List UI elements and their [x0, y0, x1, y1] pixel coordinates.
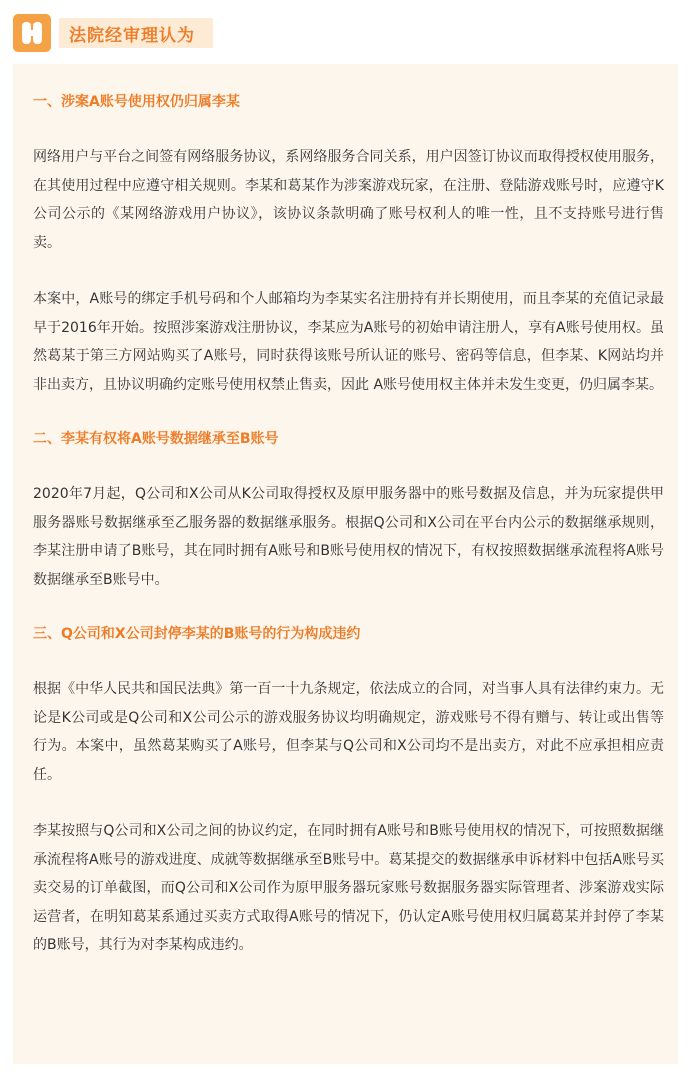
paragraph-3-2: 李某按照与Q公司和X公司之间的协议约定，在同时拥有A账号和B账号使用权的情况下，可按照数据继承流程将A账号的游戏进度、成就等数据继承至B账号中。葛某提交的数据继承申诉材料中包括A账号买卖交易的订单截图，而Q公司和X公司作为原甲服务器玩家账号数据服务器实际管理者、涉案游戏实际运营者，在明知葛某系通过买卖方式取得A账号的情况下，仍认定A账号使用权归属葛某并封停了李某的B账号，其行为对李某构成违约。: [33, 823, 664, 953]
paragraph-2-1: 2020年7月起，Q公司和X公司从K公司取得授权及原甲服务器中的账号数据及信息，并为玩家提供甲服务器账号数据继承至乙服务器的数据继承服务。根据Q公司和X公司在平台内公示的数据继承规则，李某注册申请了B账号，其在同时拥有A账号和B账号使用权的情况下，有权按照数据继承流程将A账号数据继承至B账号中。: [33, 486, 664, 588]
content-panel: [13, 64, 678, 1064]
paragraph-3-1: 根据《中华人民共和国民法典》第一百一十九条规定，依法成立的合同，对当事人具有法律约束力。无论是K公司或是Q公司和X公司公示的游戏服务协议均明确规定，游戏账号不得有赠与、转让或出售等行为。本案中，虽然葛某购买了A账号，但李某与Q公司和X公司均不是出卖方，对此不应承担相应责任。: [33, 681, 664, 783]
header-title-box: [59, 18, 213, 48]
section-heading-3: 三、Q公司和X公司封停李某的B账号的行为构成违约: [33, 626, 361, 642]
section-header: [13, 14, 213, 52]
section-heading-2: 二、李某有权将A账号数据继承至B账号: [33, 431, 279, 447]
paragraph-1-2: 本案中，A账号的绑定手机号码和个人邮箱均为李某实名注册持有并长期使用，而且李某的充值记录最早于2016年开始。按照涉案游戏注册协议，李某应为A账号的初始申请注册人，享有A账号使用权。虽然葛某于第三方网站购买了A账号，同时获得该账号所认证的账号、密码等信息，但李某、K网站均并非出卖方，且协议明确约定账号使用权禁止售卖，因此 A账号使用权主体并未发生变更，仍归属李某。: [33, 291, 664, 393]
section-heading-1: 一、涉案A账号使用权仍归属李某: [33, 94, 240, 110]
header-title: 法院经审理认为: [69, 25, 195, 46]
bookmark-icon: [13, 14, 51, 52]
paragraph-1-1: 网络用户与平台之间签有网络服务协议，系网络服务合同关系，用户因签订协议而取得授权使用服务，在其使用过程中应遵守相关规则。李某和葛某作为涉案游戏玩家，在注册、登陆游戏账号时，应遵守K公司公示的《某网络游戏用户协议》，该协议条款明确了账号权利人的唯一性，且不支持账号进行售卖。: [33, 149, 664, 251]
